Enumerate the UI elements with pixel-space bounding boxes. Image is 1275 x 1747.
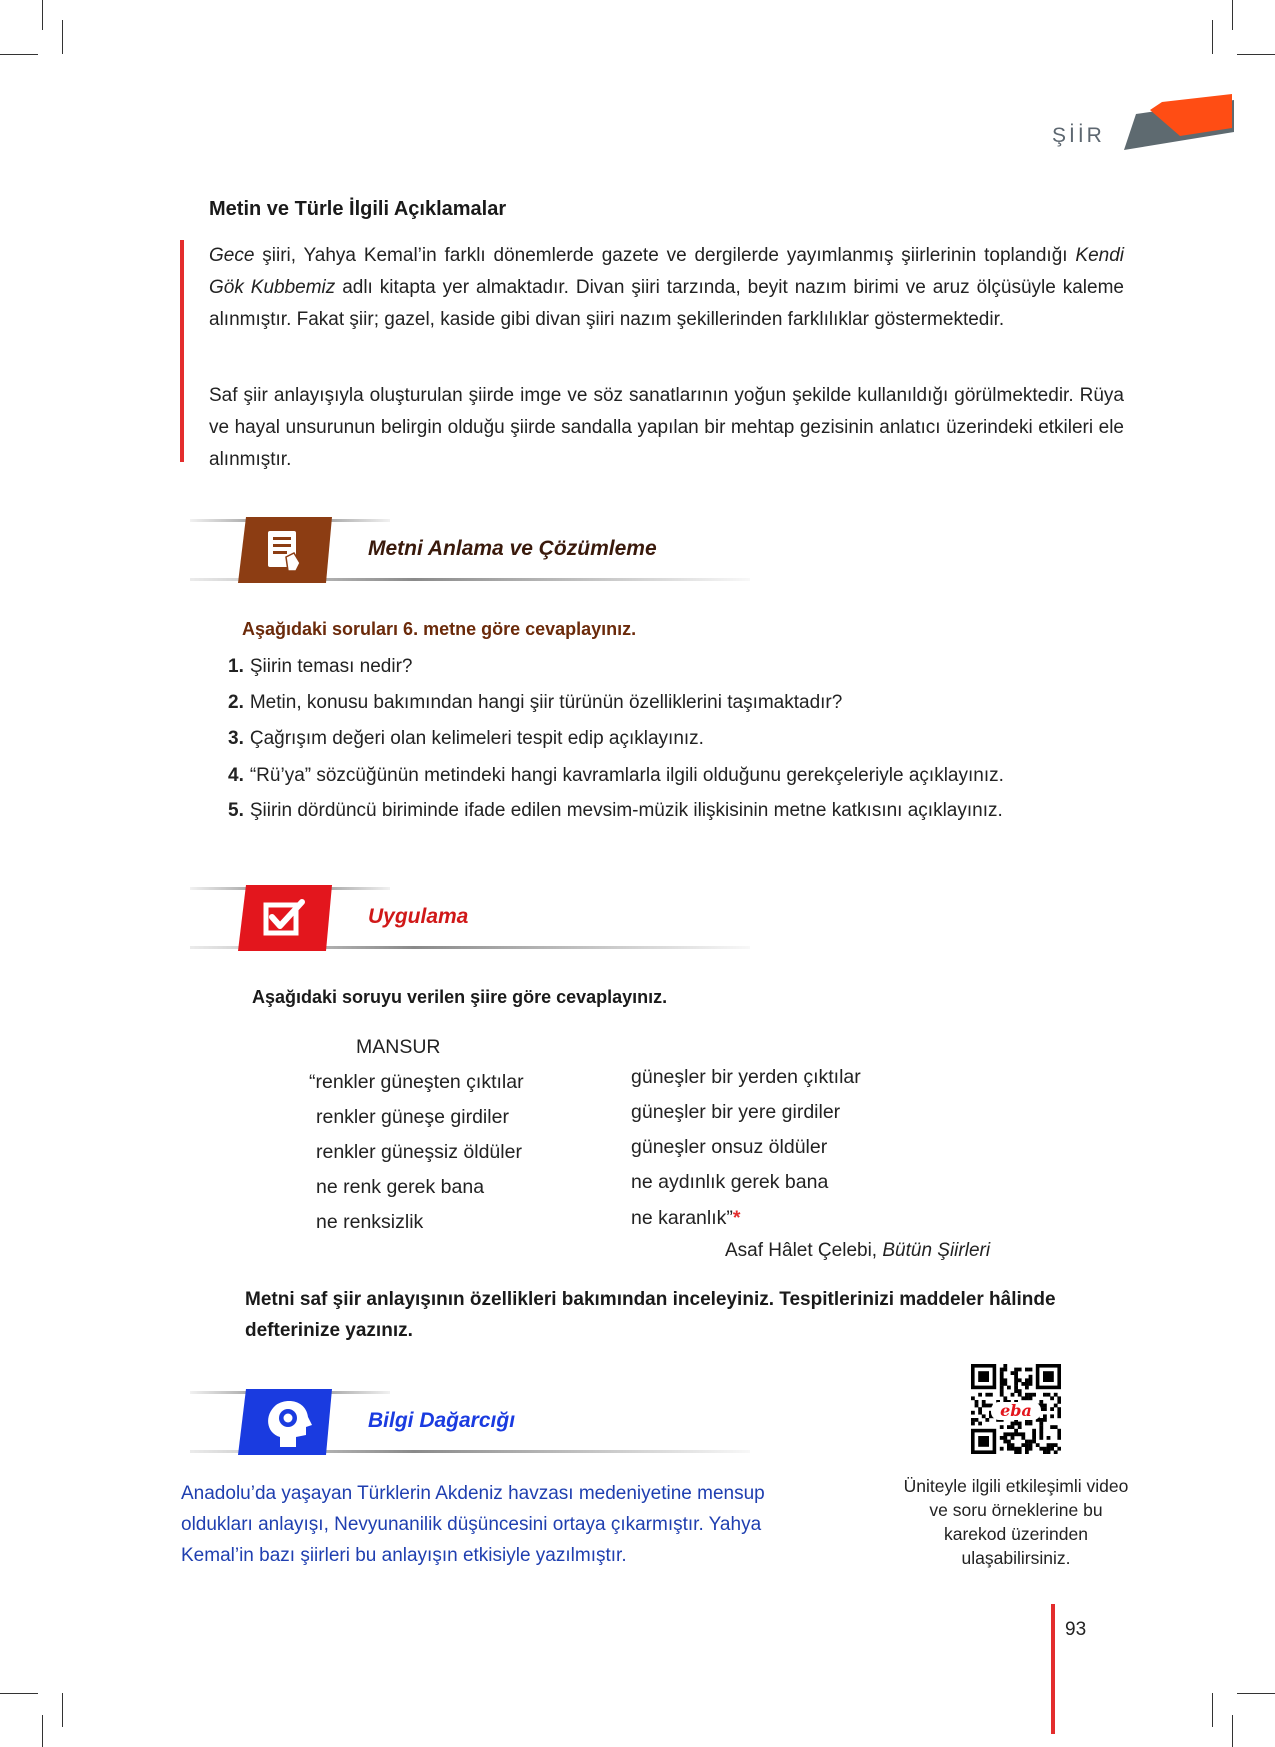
poem-line: ne renksizlik xyxy=(316,1211,424,1233)
eba-logo: eba xyxy=(991,1402,1041,1420)
document-hand-icon xyxy=(238,517,334,583)
application-task: Metni saf şiir anlayışının özellikleri bakımından inceleyiniz. Tespitlerinizi maddeler hâlinde defterinize yazınız. xyxy=(245,1289,1056,1341)
question-number: 1. xyxy=(228,656,244,677)
poem-title: MANSUR xyxy=(356,1036,441,1058)
question-text: “Rü’ya” sözcüğünün metindeki hangi kavramlarla ilgili olduğunu gerekçeleriyle açıklayınız. xyxy=(249,765,1004,786)
banner-title: Bilgi Dağarcığı xyxy=(368,1409,516,1432)
book-title: Kendi Gök Kubbemiz xyxy=(209,245,1124,298)
question-item xyxy=(228,765,1004,787)
analysis-instruction: Aşağıdaki soruları 6. metne göre cevaplayınız. xyxy=(242,619,637,639)
info-text: Anadolu’da yaşayan Türklerin Akdeniz havzası medeniyetine mensup oldukları anlayışı, Nevyunanilik düşüncesini ortaya çıkarmıştır. Yahya Kemal’in bazı şiirleri bu anlayışın etkisiyle yazılmıştır. xyxy=(181,1483,765,1566)
question-number: 3. xyxy=(228,728,244,749)
question-item xyxy=(228,656,412,678)
paragraph-text: adlı kitapta yer almaktadır. Divan şiiri tarzında, beyit nazım birimi ve aruz ölçüsüyle kaleme alınmıştır. Fakat şiir; gazel, kaside gibi divan şiiri nazım şekillerinden farklılıklar göstermektedir. xyxy=(209,277,1124,330)
banner-title: Uygulama xyxy=(368,905,469,928)
crop-mark xyxy=(42,0,43,30)
section-title: Metin ve Türle İlgili Açıklamalar xyxy=(209,198,507,220)
poem-attribution xyxy=(725,1240,990,1262)
crop-mark xyxy=(1212,1693,1213,1727)
poem-line: güneşler onsuz öldüler xyxy=(631,1136,828,1158)
info-banner xyxy=(190,1389,750,1455)
banner-title: Metni Anlama ve Çözümleme xyxy=(368,537,657,560)
page-number: 93 xyxy=(1065,1619,1087,1640)
header-tab-icon xyxy=(1124,94,1234,152)
checkbox-check-icon xyxy=(238,885,334,951)
poem-line: renkler güneşe girdiler xyxy=(316,1106,509,1128)
application-banner xyxy=(190,885,750,951)
accent-rule xyxy=(180,240,184,462)
poem-line: güneşler bir yerden çıktılar xyxy=(631,1066,861,1088)
head-brain-icon xyxy=(238,1389,334,1455)
question-item xyxy=(228,800,1003,822)
poem-line: güneşler bir yere girdiler xyxy=(631,1101,841,1123)
poem-line xyxy=(631,1207,740,1230)
paragraph-saf-siir: Saf şiir anlayışıyla oluşturulan şiirde imge ve söz sanatlarının yoğun şekilde kullanıldığı görülmektedir. Rüya ve hayal unsurunun belirgin olduğu şiirde sandalla yapılan bir mehtap gezisinin anlatıcı üzerindeki etkileri ele alınmıştır. xyxy=(209,385,1124,470)
crop-mark xyxy=(1237,54,1275,55)
qr-caption: Üniteyle ilgili etkileşimli video ve soru örneklerine bu karekod üzerinden ulaşabilirsiniz. xyxy=(903,1476,1129,1568)
paragraph-text: şiiri, Yahya Kemal’in farklı dönemlerde gazete ve dergilerde yayımlanmış şiirlerinin toplandığı xyxy=(254,245,1076,266)
crop-mark xyxy=(62,1693,63,1727)
page-number-rule xyxy=(1051,1604,1055,1734)
crop-mark xyxy=(1232,1715,1233,1747)
poem-line: renkler güneşsiz öldüler xyxy=(316,1141,522,1163)
footnote-star: * xyxy=(732,1207,741,1229)
poem-line-text: ne karanlık” xyxy=(631,1207,733,1229)
question-number: 2. xyxy=(228,692,244,713)
question-text: Metin, konusu bakımından hangi şiir türünün özelliklerini taşımaktadır? xyxy=(249,692,843,713)
section-label: ŞİİR xyxy=(1052,124,1105,147)
question-item xyxy=(228,692,842,714)
crop-mark xyxy=(42,1715,43,1747)
poem-line: “renkler güneşten çıktılar xyxy=(309,1071,524,1093)
author-name: Asaf Hâlet Çelebi, xyxy=(725,1240,883,1261)
crop-mark xyxy=(0,54,38,55)
application-instruction: Aşağıdaki soruyu verilen şiire göre cevaplayınız. xyxy=(252,987,668,1007)
question-text: Çağrışım değeri olan kelimeleri tespit edip açıklayınız. xyxy=(249,728,704,749)
crop-mark xyxy=(62,20,63,54)
question-text: Şiirin dördüncü biriminde ifade edilen mevsim-müzik ilişkisinin metne katkısını açıklayınız. xyxy=(249,800,1003,821)
question-number: 4. xyxy=(228,765,244,786)
crop-mark xyxy=(1232,0,1233,30)
question-text: Şiirin teması nedir? xyxy=(249,656,413,677)
poem-line: ne aydınlık gerek bana xyxy=(631,1171,829,1193)
poem-line: ne renk gerek bana xyxy=(316,1176,485,1198)
crop-mark xyxy=(1237,1693,1275,1694)
crop-mark xyxy=(1212,20,1213,54)
paragraph-gece xyxy=(209,240,1124,336)
crop-mark xyxy=(0,1693,38,1694)
poem-title: Gece xyxy=(209,245,255,266)
source-title: Bütün Şiirleri xyxy=(882,1240,991,1261)
question-number: 5. xyxy=(228,800,244,821)
qr-code[interactable] xyxy=(971,1364,1061,1454)
question-item xyxy=(228,728,704,750)
analysis-banner xyxy=(190,517,750,583)
